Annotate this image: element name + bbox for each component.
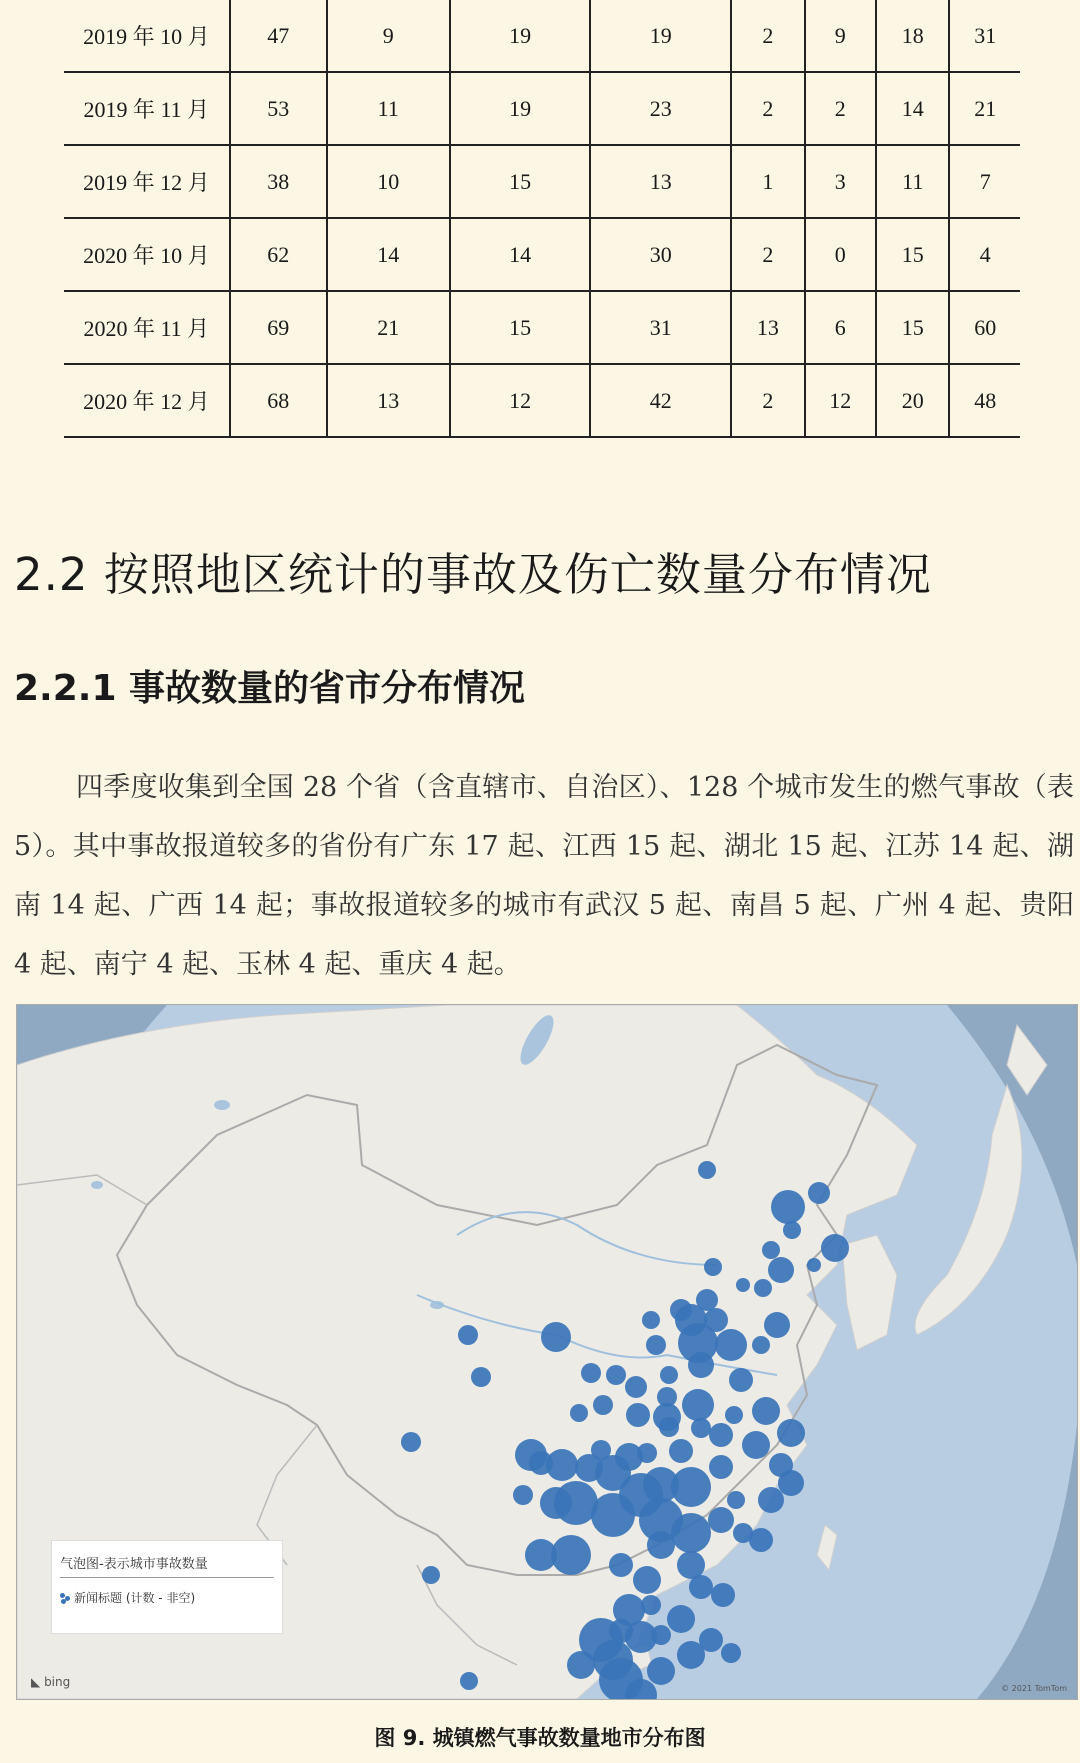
table-cell: 2: [731, 218, 804, 291]
table-cell: 60: [949, 291, 1020, 364]
bubble-icon: [60, 1593, 70, 1603]
table-cell: 53: [230, 72, 327, 145]
bing-icon: ◣: [31, 1675, 41, 1689]
city-bubble: [529, 1451, 553, 1475]
table-cell: 19: [590, 0, 731, 72]
city-bubble: [460, 1672, 478, 1690]
table-cell: 18: [876, 0, 949, 72]
city-bubble: [671, 1513, 711, 1553]
city-bubble: [699, 1628, 723, 1652]
city-bubble: [778, 1470, 804, 1496]
table-cell: 2: [731, 72, 804, 145]
table-cell: 21: [949, 72, 1020, 145]
city-bubble: [709, 1455, 733, 1479]
table-cell: 15: [876, 218, 949, 291]
city-bubble: [541, 1322, 571, 1352]
city-bubble: [567, 1651, 595, 1679]
figure-caption: 图 9. 城镇燃气事故数量地市分布图: [374, 1726, 706, 1750]
table-cell: 2: [731, 0, 804, 72]
table-cell: 47: [230, 0, 327, 72]
table-cell: 4: [949, 218, 1020, 291]
city-bubble: [669, 1439, 693, 1463]
table-row: [64, 291, 1020, 364]
table-cell: 12: [450, 364, 591, 437]
city-bubble: [711, 1583, 735, 1607]
table-cell: 7: [949, 145, 1020, 218]
bubble-map: [16, 1004, 1078, 1700]
table-cell: 11: [327, 72, 450, 145]
city-bubble: [633, 1566, 661, 1594]
table-cell: 38: [230, 145, 327, 218]
city-bubble: [647, 1531, 675, 1559]
table-cell: 15: [876, 291, 949, 364]
city-bubble: [754, 1279, 772, 1297]
city-bubble: [570, 1404, 588, 1422]
table-cell: 21: [327, 291, 450, 364]
city-bubble: [752, 1397, 780, 1425]
city-bubble: [609, 1553, 633, 1577]
table-row: [64, 364, 1020, 437]
city-bubble: [771, 1190, 805, 1224]
table-cell: 19: [450, 0, 591, 72]
row-label-cell: 2019 年 10 月: [64, 0, 230, 72]
city-bubble: [689, 1575, 713, 1599]
table-cell: 69: [230, 291, 327, 364]
city-bubble: [727, 1491, 745, 1509]
table-cell: 23: [590, 72, 731, 145]
legend-item-label: 新闻标题 (计数 - 非空): [74, 1591, 196, 1605]
table-cell: 3: [805, 145, 876, 218]
bing-logo: [31, 1675, 70, 1689]
city-bubble: [513, 1485, 533, 1505]
map-legend: [51, 1540, 283, 1634]
table-row: [64, 0, 1020, 72]
city-bubble: [667, 1605, 695, 1633]
row-label-cell: 2019 年 12 月: [64, 145, 230, 218]
row-label-cell: 2020 年 12 月: [64, 364, 230, 437]
city-bubble: [721, 1643, 741, 1663]
city-bubble: [591, 1493, 635, 1537]
city-bubble: [758, 1487, 784, 1513]
city-bubble: [642, 1311, 660, 1329]
city-bubble: [691, 1418, 711, 1438]
table-cell: 68: [230, 364, 327, 437]
table-cell: 14: [327, 218, 450, 291]
row-label-cell: 2019 年 11 月: [64, 72, 230, 145]
city-bubble: [471, 1367, 491, 1387]
row-label-cell: 2020 年 10 月: [64, 218, 230, 291]
city-bubble: [709, 1423, 733, 1447]
table-cell: 9: [805, 0, 876, 72]
city-bubble: [422, 1566, 440, 1584]
city-bubble: [682, 1389, 714, 1421]
city-bubble: [725, 1406, 743, 1424]
city-bubble: [641, 1595, 661, 1615]
table-cell: 48: [949, 364, 1020, 437]
city-bubble: [736, 1278, 750, 1292]
city-bubble: [783, 1221, 801, 1239]
table-cell: 30: [590, 218, 731, 291]
city-bubble: [677, 1551, 705, 1579]
table-cell: 42: [590, 364, 731, 437]
table-row: [64, 218, 1020, 291]
table-row: [64, 145, 1020, 218]
table-cell: 14: [450, 218, 591, 291]
legend-item: [60, 1589, 195, 1606]
table-cell: 31: [590, 291, 731, 364]
city-bubble: [637, 1443, 657, 1463]
city-bubble: [704, 1258, 722, 1276]
city-bubble: [575, 1454, 603, 1482]
city-bubble: [742, 1431, 770, 1459]
city-bubble: [659, 1417, 679, 1437]
city-bubble: [762, 1241, 780, 1259]
city-bubble: [626, 1403, 650, 1427]
city-bubble: [768, 1257, 794, 1283]
table-cell: 15: [450, 145, 591, 218]
city-bubble: [401, 1432, 421, 1452]
city-bubble: [821, 1234, 849, 1262]
city-bubble: [581, 1363, 601, 1383]
accident-table: [64, 0, 1020, 438]
table-cell: 31: [949, 0, 1020, 72]
table-cell: 11: [876, 145, 949, 218]
row-label-cell: 2020 年 11 月: [64, 291, 230, 364]
city-bubble: [777, 1419, 805, 1447]
table-cell: 0: [805, 218, 876, 291]
table-cell: 14: [876, 72, 949, 145]
table-cell: 13: [327, 364, 450, 437]
city-bubble: [807, 1258, 821, 1272]
table-cell: 20: [876, 364, 949, 437]
body-paragraph: 四季度收集到全国 28 个省（含直辖市、自治区）、128 个城市发生的燃气事故（表 5）。其中事故报道较多的省份有广东 17 起、江西 15 起、湖北 15 起、江苏 14 起、湖南 14 起、广西 14 起；事故报道较多的城市有武汉 5 起、南昌 5 起、广州 4 起、贵阳 4 起、南宁 4 起、玉林 4 起、重庆 4 起。: [14, 772, 1074, 980]
section-title: 2.2 按照地区统计的事故及伤亡数量分布情况: [14, 548, 932, 601]
table-cell: 13: [731, 291, 804, 364]
table-cell: 12: [805, 364, 876, 437]
city-bubble: [715, 1329, 747, 1361]
city-bubble: [458, 1325, 478, 1345]
table-cell: 19: [450, 72, 591, 145]
table-cell: 2: [805, 72, 876, 145]
table-cell: 62: [230, 218, 327, 291]
city-bubble: [698, 1161, 716, 1179]
city-bubble: [808, 1182, 830, 1204]
map-copyright: © 2021 TomTom: [1001, 1684, 1067, 1693]
table-row: [64, 72, 1020, 145]
city-bubble: [749, 1528, 773, 1552]
city-bubble: [729, 1368, 753, 1392]
city-bubble: [646, 1335, 666, 1355]
subsection-title: 2.2.1 事故数量的省市分布情况: [14, 668, 526, 709]
city-bubble: [752, 1336, 770, 1354]
lake: [214, 1100, 230, 1110]
table-cell: 6: [805, 291, 876, 364]
table-cell: 13: [590, 145, 731, 218]
table-cell: 9: [327, 0, 450, 72]
legend-divider: [60, 1577, 274, 1578]
table-cell: 1: [731, 145, 804, 218]
lake: [91, 1181, 103, 1189]
city-bubble: [660, 1366, 678, 1384]
city-bubble: [551, 1535, 591, 1575]
city-bubble: [688, 1352, 714, 1378]
city-bubble: [764, 1312, 790, 1338]
table-cell: 2: [731, 364, 804, 437]
table-cell: 15: [450, 291, 591, 364]
city-bubble: [593, 1395, 613, 1415]
city-bubble: [708, 1507, 734, 1533]
table-cell: 10: [327, 145, 450, 218]
city-bubble: [625, 1376, 647, 1398]
legend-title: 气泡图-表示城市事故数量: [60, 1557, 208, 1572]
city-bubble: [651, 1625, 671, 1645]
city-bubble: [606, 1365, 626, 1385]
city-bubble: [647, 1657, 675, 1685]
bing-label: bing: [44, 1675, 71, 1689]
